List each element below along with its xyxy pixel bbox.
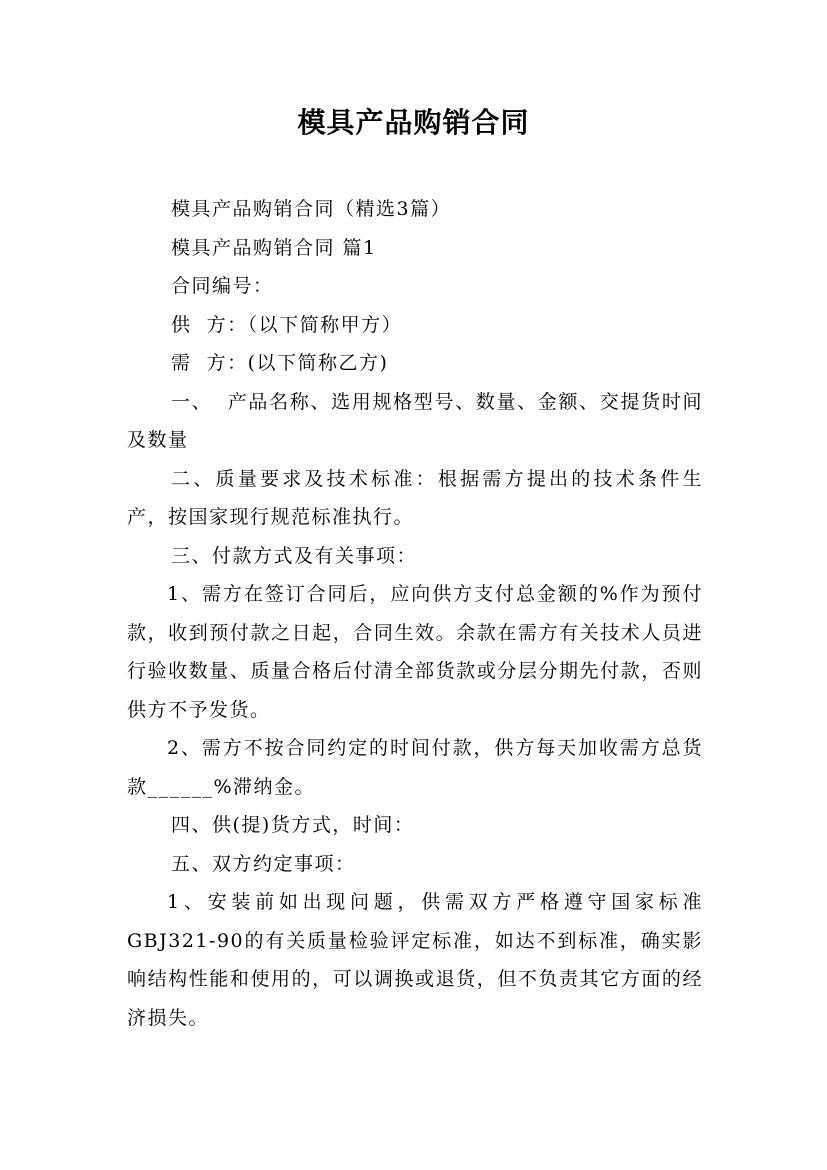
paragraph-clause-4: 四、供(提)货方式，时间： (171, 814, 415, 836)
document-body (127, 190, 703, 1037)
paragraph-buyer: 需 方：(以下简称乙方) (171, 352, 389, 374)
paragraph-contract-number: 合同编号： (171, 275, 274, 297)
paragraph-supplier: 供 方：（以下简称甲方） (171, 313, 403, 336)
paragraph-clause-3-item-1: 1、需方在签订合同后，应向供方支付总金额的%作为预付款，收到预付款之日起，合同生效。余款在需方有关技术人员进行验收数量、质量合格后付清全部货款或分层分期先付款，否则供方不予发货。 (127, 583, 703, 721)
paragraph-section-heading: 模具产品购销合同 篇1 (171, 236, 377, 259)
paragraph-subtitle: 模具产品购销合同（精选3篇） (171, 198, 452, 220)
paragraph-clause-2: 二、质量要求及技术标准：根据需方提出的技术条件生产，按国家现行规范标准执行。 (127, 467, 703, 528)
paragraph-clause-1: 一、 产品名称、选用规格型号、数量、金额、交提货时间及数量 (127, 390, 703, 451)
paragraph-clause-3-item-2: 2、需方不按合同约定的时间付款，供方每天加收需方总货款______%滞纳金。 (127, 737, 703, 798)
paragraph-clause-3: 三、付款方式及有关事项： (171, 544, 418, 567)
paragraph-clause-5-item-1: 1、安装前如出现问题，供需双方严格遵守国家标准GBJ321-90的有关质量检验评定标准，如达不到标准，确实影响结构性能和使用的，可以调换或退货，但不负责其它方面的经济损失。 (127, 891, 703, 1029)
paragraph-clause-5: 五、双方约定事项： (171, 852, 356, 875)
document-title: 模具产品购销合同 (297, 106, 530, 139)
